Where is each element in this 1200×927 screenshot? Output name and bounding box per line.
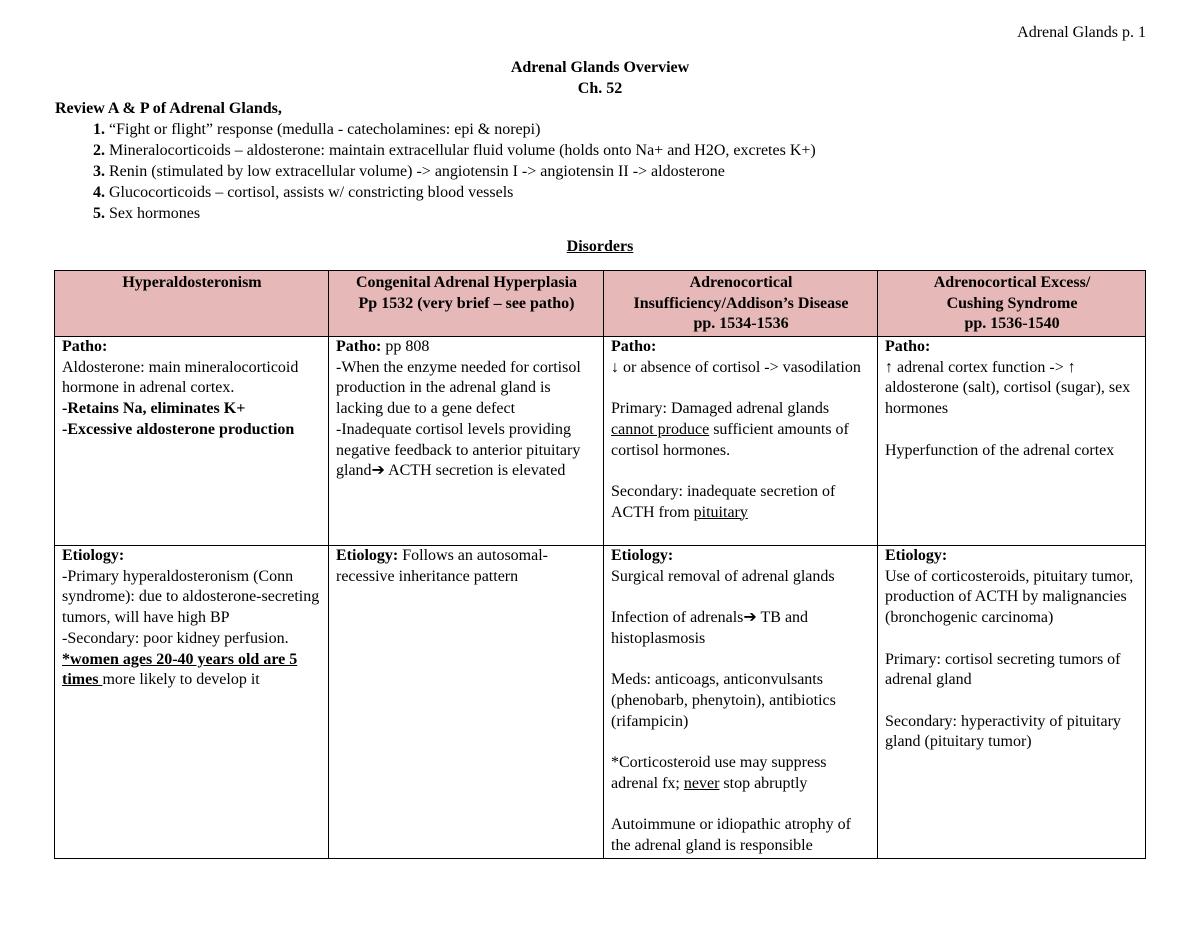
review-section (55, 98, 816, 224)
disorders-heading: Disorders (566, 238, 634, 255)
review-item: 4. Glucocorticoids – cortisol, assists w/ constricting blood vessels (109, 182, 816, 203)
review-heading: Review A & P of Adrenal Glands, (55, 100, 282, 117)
review-item: 5. Sex hormones (109, 203, 816, 224)
document-title (0, 57, 1200, 99)
review-list (55, 119, 816, 224)
disorders-table (54, 270, 1146, 859)
cell-etiology-addisons: Etiology: Surgical removal of adrenal glands Infection of adrenals➔ TB and histoplasmosis Meds: anticoags, anticonvulsants (phenobarb, phenytoin), antibiotics (rifampicin) *Corticosteroid use may suppress adrenal fx; never stop abruptly Autoimmune or idiopathic atrophy of the adrenal gland is responsible (604, 546, 878, 859)
review-item: 3. Renin (stimulated by low extracellular volume) -> angiotensin I -> angiotensin II -> aldosterone (109, 161, 816, 182)
cell-etiology-cah: Etiology: Follows an autosomal-recessive inheritance pattern (329, 546, 604, 859)
cell-patho-addisons: Patho: ↓ or absence of cortisol -> vasodilation Primary: Damaged adrenal glands cannot produce sufficient amounts of cortisol hormones. Secondary: inadequate secretion of ACTH from pituitary (604, 337, 878, 546)
cell-etiology-cushing: Etiology: Use of corticosteroids, pituitary tumor, production of ACTH by malignancies (bronchogenic carcinoma) Primary: cortisol secreting tumors of adrenal gland Secondary: hyperactivity of pituitary gland (pituitary tumor) (878, 546, 1146, 859)
arrow-up-icon: ↑ (885, 358, 893, 376)
review-item: 2. Mineralocorticoids – aldosterone: maintain extracellular fluid volume (holds onto Na+ and H2O, excretes K+) (109, 140, 816, 161)
arrow-right-icon: ➔ (371, 462, 385, 480)
review-item: 1. “Fight or flight” response (medulla - catecholamines: epi & norepi) (109, 119, 816, 140)
arrow-right-icon: ➔ (743, 609, 757, 627)
header-addisons-disease: Adrenocortical Insufficiency/Addison’s Disease pp. 1534-1536 (604, 271, 878, 337)
arrow-up-icon: ↑ (1067, 358, 1076, 376)
cell-etiology-hyperaldosteronism: Etiology: -Primary hyperaldosteronism (Conn syndrome): due to aldosterone-secreting tumors, will have high BP -Secondary: poor kidney perfusion. *women ages 20-40 years old are 5 times more likely to develop it (55, 546, 329, 859)
cell-patho-cushing: Patho: ↑ adrenal cortex function -> ↑ aldosterone (salt), cortisol (sugar), sex hormones Hyperfunction of the adrenal cortex (878, 337, 1146, 546)
table-header-row (55, 271, 1146, 337)
header-congenital-adrenal-hyperplasia: Congenital Adrenal Hyperplasia Pp 1532 (very brief – see patho) (329, 271, 604, 337)
page-header: Adrenal Glands p. 1 (1017, 24, 1146, 41)
table-row-patho (55, 337, 1146, 546)
header-hyperaldosteronism: Hyperaldosteronism (55, 271, 329, 337)
title-line-1: Adrenal Glands Overview (510, 59, 690, 76)
cell-patho-cah: Patho: pp 808 -When the enzyme needed for cortisol production in the adrenal gland is lacking due to a gene defect -Inadequate cortisol levels providing negative feedback to anterior pituitary gland➔ ACTH secretion is elevated (329, 337, 604, 546)
header-cushing-syndrome: Adrenocortical Excess/ Cushing Syndrome pp. 1536-1540 (878, 271, 1146, 337)
cell-patho-hyperaldosteronism: Patho: Aldosterone: main mineralocorticoid hormone in adrenal cortex. -Retains Na, eliminates K+ -Excessive aldosterone production (55, 337, 329, 546)
table-row-etiology (55, 546, 1146, 859)
title-line-2: Ch. 52 (577, 80, 623, 97)
